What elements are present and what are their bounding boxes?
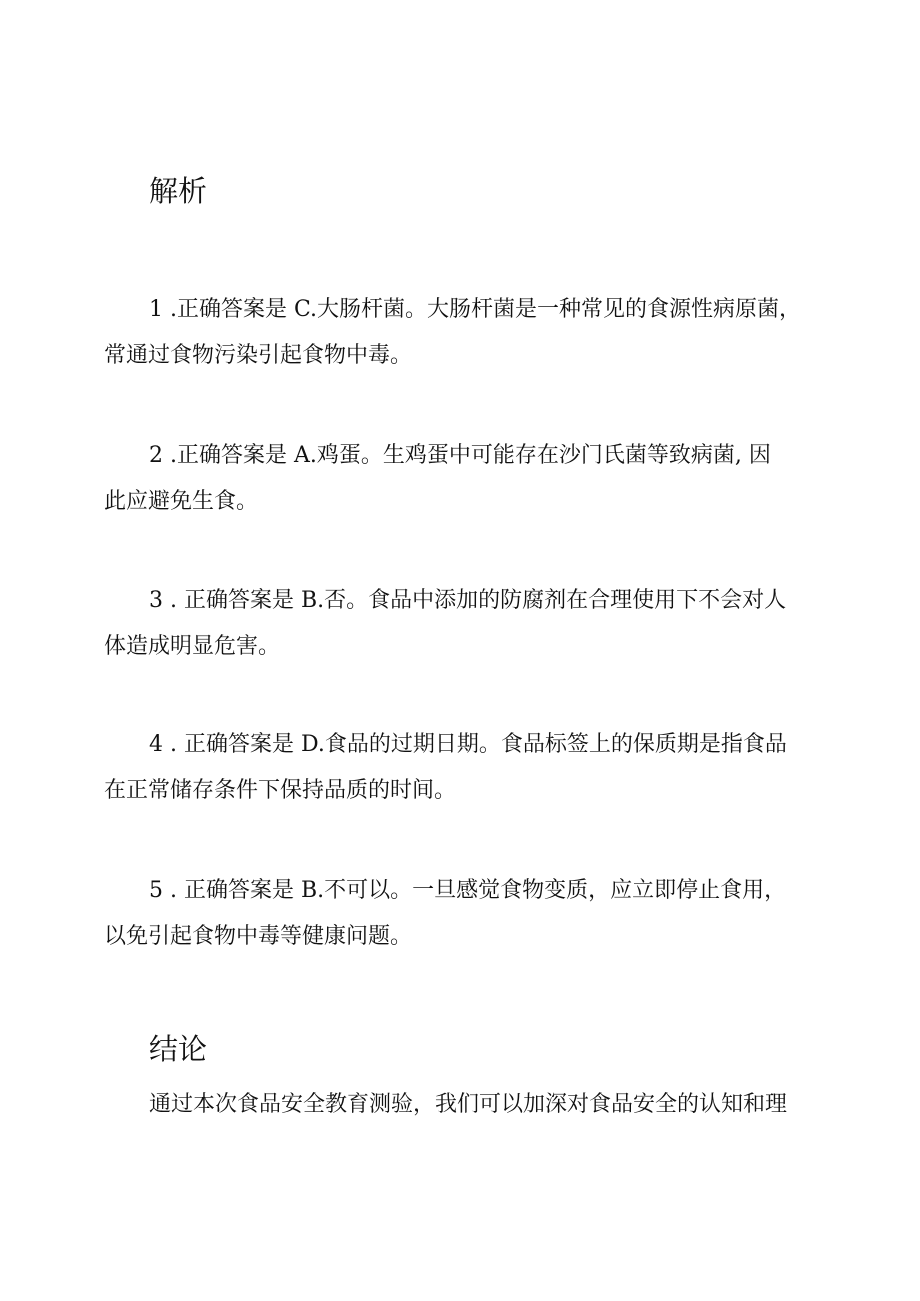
analysis-heading: 解析 (149, 174, 208, 208)
answer-item-2 (104, 433, 840, 525)
answer-item-4-line-2: 在正常储存条件下保持品质的时间。 (104, 778, 457, 803)
answer-item-2-line-2: 此应避免生食。 (104, 489, 259, 514)
answer-item-1-line-2: 常通过食物污染引起食物中毒。 (104, 343, 413, 368)
answer-item-3 (104, 578, 840, 670)
answer-item-2-line-1: 2 .正确答案是 A.鸡蛋。生鸡蛋中可能存在沙门氏菌等致病菌, 因 (149, 443, 771, 468)
answer-item-4-line-1: 4 . 正确答案是 D.食品的过期日期。食品标签上的保质期是指食品 (149, 732, 787, 757)
answer-item-1 (104, 287, 840, 379)
conclusion-heading: 结论 (149, 1032, 208, 1066)
answer-item-3-line-1: 3 . 正确答案是 B.否。食品中添加的防腐剂在合理使用下不会对人 (149, 588, 787, 613)
answer-item-3-line-2: 体造成明显危害。 (104, 634, 281, 659)
answer-item-5 (104, 868, 840, 960)
answer-item-5-line-2: 以免引起食物中毒等健康问题。 (104, 924, 413, 949)
conclusion-text: 通过本次食品安全教育测验，我们可以加深对食品安全的认知和理 (149, 1092, 788, 1117)
answer-item-1-line-1: 1 .正确答案是 C.大肠杆菌。大肠杆菌是一种常见的食源性病原菌， (149, 297, 802, 322)
answer-item-4 (104, 722, 840, 814)
answer-item-5-line-1: 5 . 正确答案是 B.不可以。一旦感觉食物变质，应立即停止食用， (149, 878, 787, 903)
